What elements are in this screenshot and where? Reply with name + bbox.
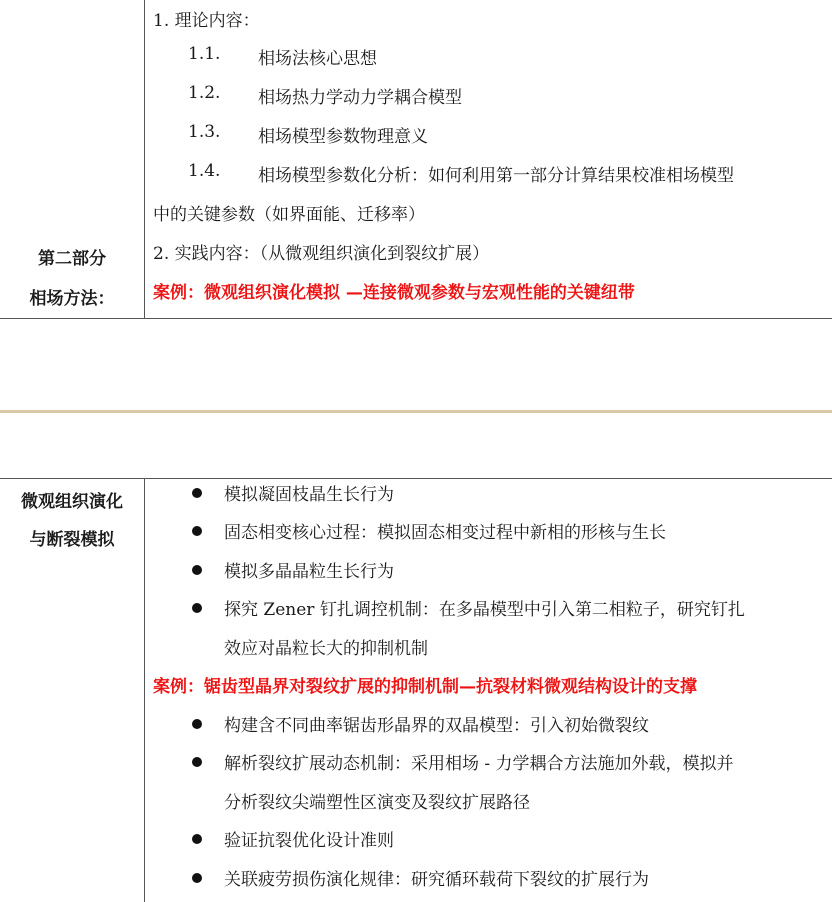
case-title: 案例：微观组织演化模拟 —连接微观参数与宏观性能的关键纽带	[153, 283, 635, 303]
bullet-item-continuation: 效应对晶粒长大的抑制机制	[224, 639, 428, 659]
section1-heading-line1: 第二部分	[38, 249, 106, 269]
bullet-item: 探究 Zener 钉扎调控机制：在多晶模型中引入第二相粒子，研究钉扎	[224, 600, 745, 620]
bullet-icon	[192, 526, 202, 536]
bullet-icon	[192, 565, 202, 575]
bullet-icon	[192, 873, 202, 883]
practice-title: 2. 实践内容：（从微观组织演化到裂纹扩展）	[153, 244, 490, 264]
bullet-icon	[192, 719, 202, 729]
theory-item-text: 相场法核心思想	[258, 49, 377, 69]
section1-table	[0, 0, 832, 319]
theory-item-num: 1.3.	[188, 122, 221, 142]
bullet-icon	[192, 488, 202, 498]
theory-item-text: 相场模型参数物理意义	[258, 127, 428, 147]
section2-heading-line2: 与断裂模拟	[29, 530, 115, 550]
section2-heading-cell	[0, 479, 145, 902]
bullet-item: 模拟多晶晶粒生长行为	[224, 562, 394, 582]
section1-content-cell	[145, 0, 832, 318]
section2-content-cell	[145, 479, 832, 902]
section2-table	[0, 478, 832, 902]
theory-item-num: 1.2.	[188, 83, 221, 103]
theory-title: 1. 理论内容：	[153, 11, 260, 31]
section2-heading-line1: 微观组织演化	[21, 492, 123, 512]
bullet-icon	[192, 603, 202, 613]
bullet-icon	[192, 757, 202, 767]
page-separator	[0, 410, 832, 413]
section1-heading-line2: 相场方法：	[29, 289, 115, 309]
theory-item-num: 1.1.	[188, 44, 221, 64]
bullet-item: 固态相变核心过程：模拟固态相变过程中新相的形核与生长	[224, 523, 666, 543]
bullet-item-continuation: 分析裂纹尖端塑性区演变及裂纹扩展路径	[224, 793, 530, 813]
theory-item-text: 相场模型参数化分析：如何利用第一部分计算结果校准相场模型	[258, 166, 734, 186]
section1-heading-cell	[0, 0, 145, 318]
theory-item-continuation: 中的关键参数（如界面能、迁移率）	[153, 205, 425, 225]
bullet-item: 构建含不同曲率锯齿形晶界的双晶模型：引入初始微裂纹	[224, 716, 649, 736]
bullet-icon	[192, 834, 202, 844]
bullet-item: 验证抗裂优化设计准则	[224, 831, 394, 851]
bullet-item: 关联疲劳损伤演化规律：研究循环载荷下裂纹的扩展行为	[224, 870, 649, 890]
theory-item-num: 1.4.	[188, 161, 221, 181]
bullet-item: 解析裂纹扩展动态机制：采用相场 - 力学耦合方法施加外载，模拟并	[224, 754, 734, 774]
case-title: 案例：锯齿型晶界对裂纹扩展的抑制机制—抗裂材料微观结构设计的支撑	[153, 677, 697, 697]
theory-item-text: 相场热力学动力学耦合模型	[258, 88, 462, 108]
bullet-item: 模拟凝固枝晶生长行为	[224, 485, 394, 505]
